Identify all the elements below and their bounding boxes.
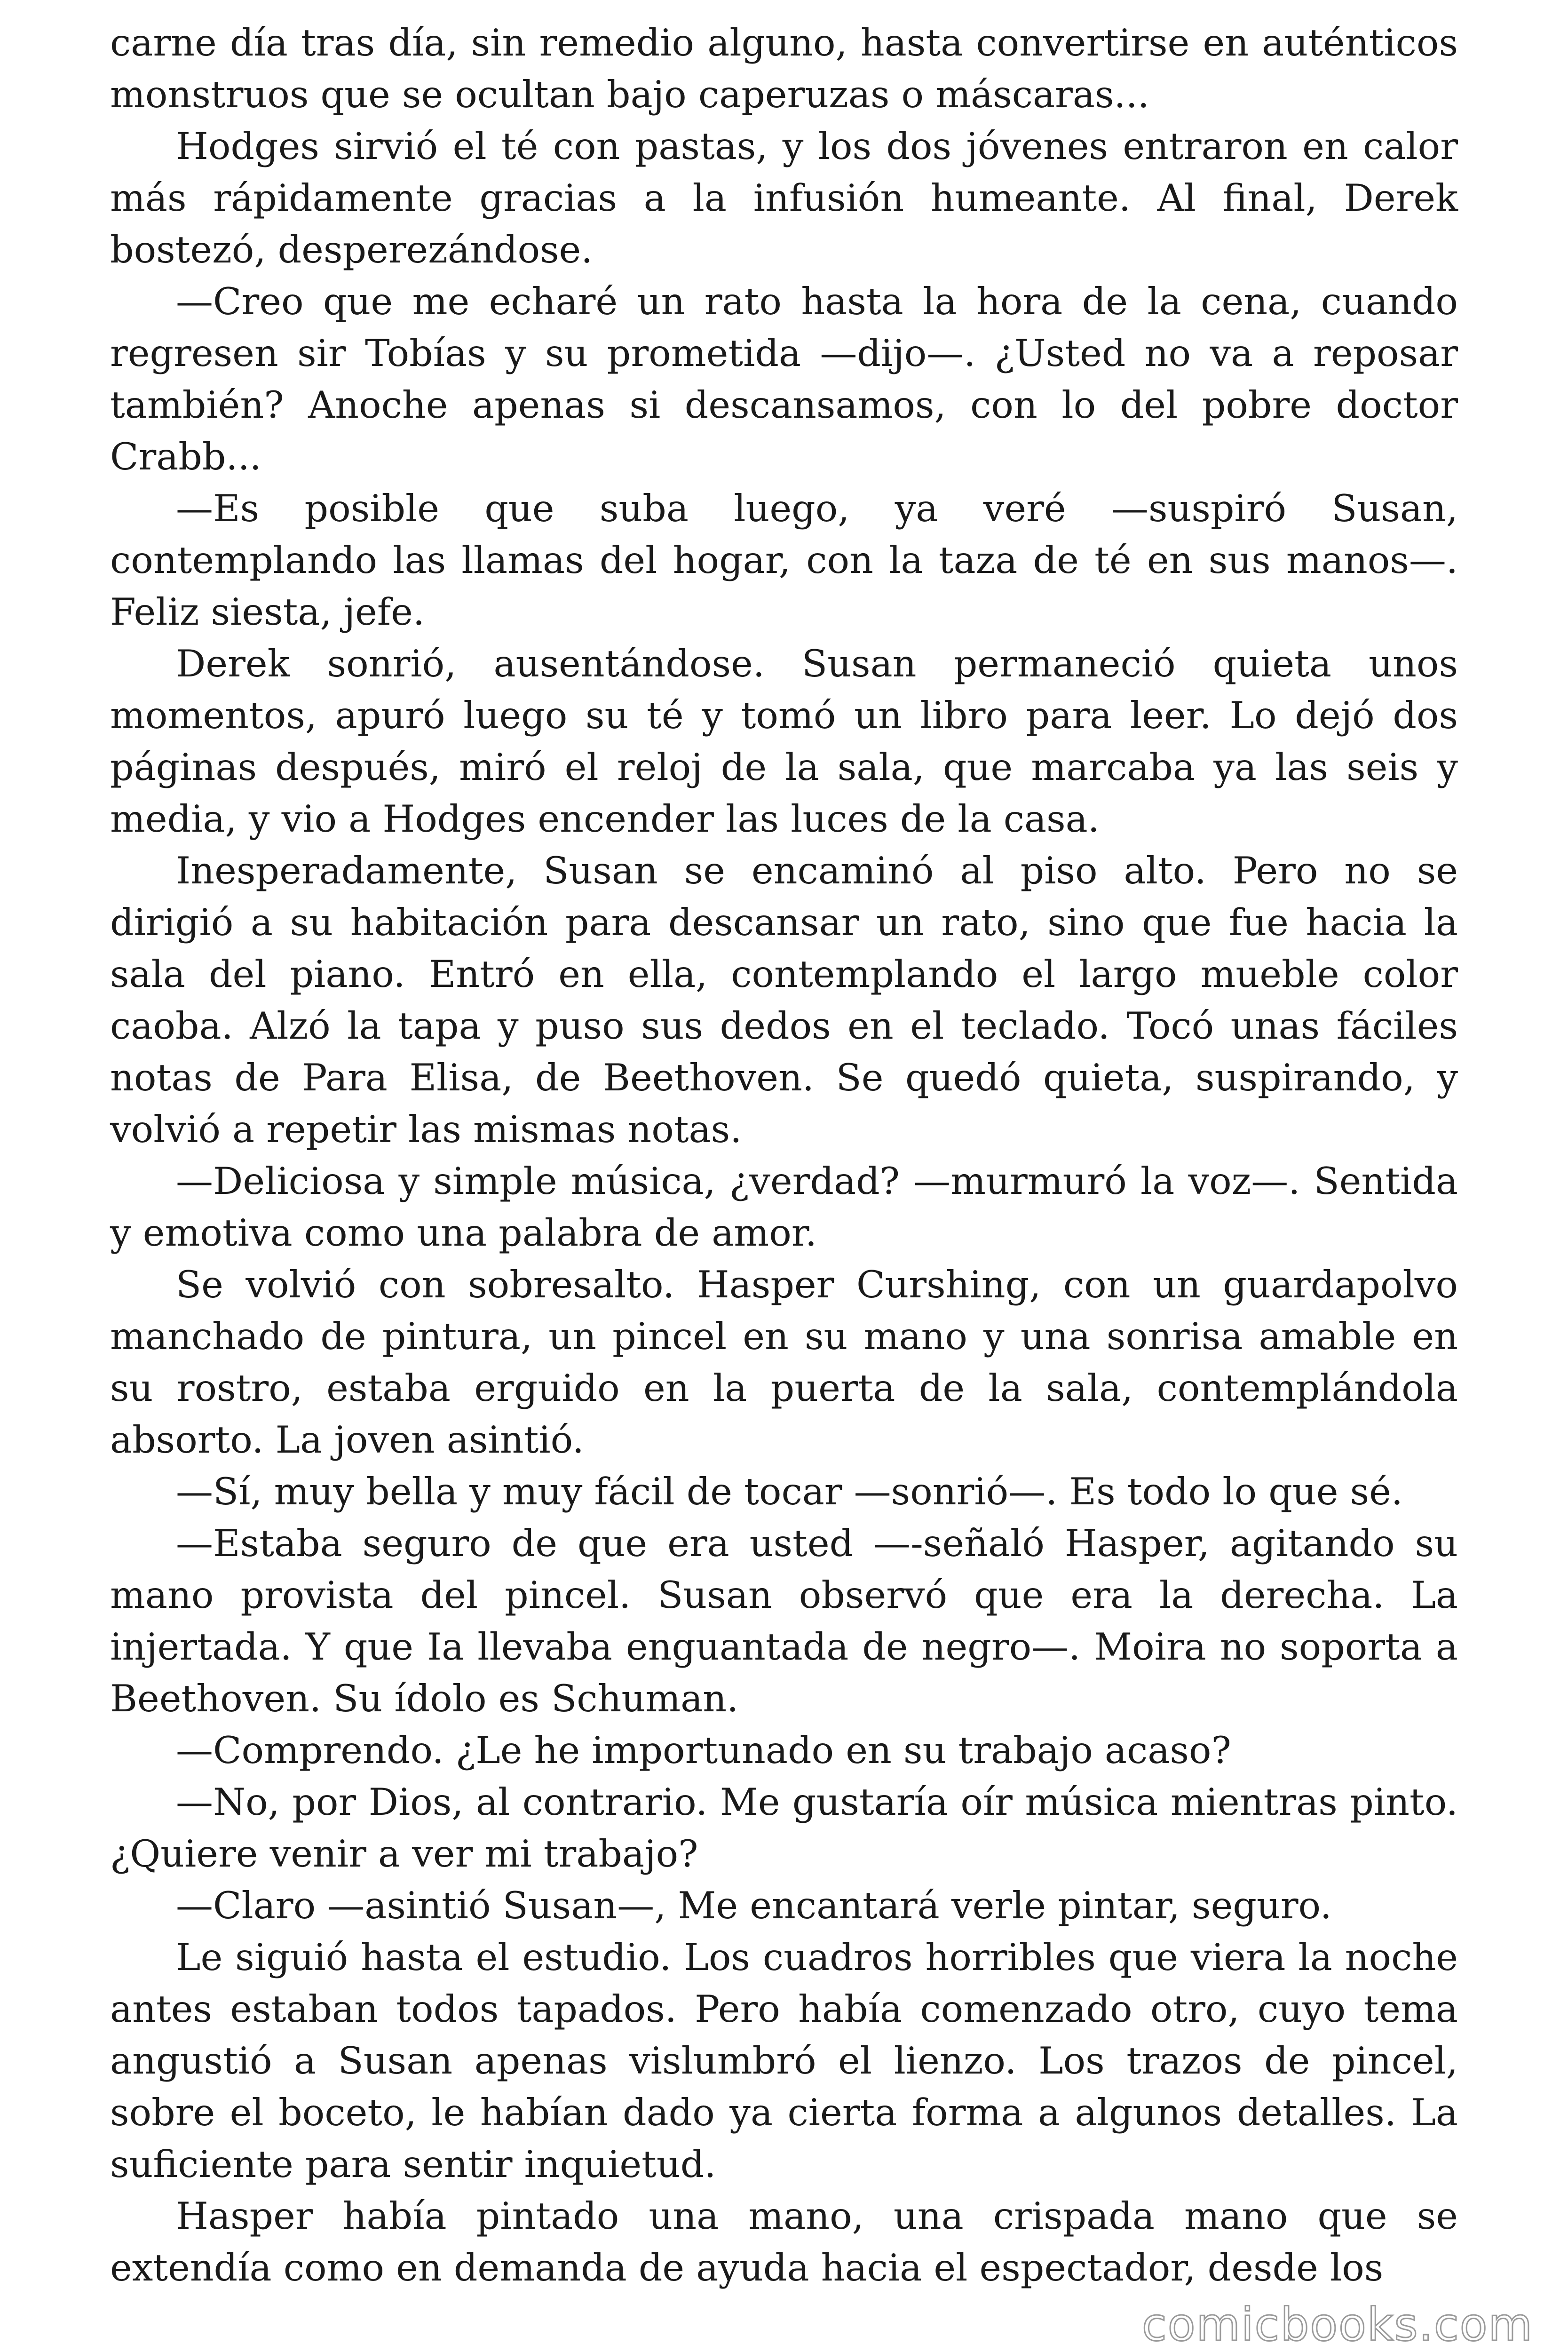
- watermark: comicbooks.com: [1141, 2298, 1533, 2351]
- paragraph: —Comprendo. ¿Le he importunado en su trabajo acaso?: [176, 1729, 1231, 1772]
- paragraph: —Sí, muy bella y muy fácil de tocar —sonrió—. Es todo lo que sé.: [176, 1470, 1403, 1513]
- paragraph: Derek sonrió, ausentándose. Susan permaneció quieta unos momentos, apuró luego su té y tomó un libro para leer. Lo dejó dos páginas después, miró el reloj de la sala, que marcaba ya las seis y media, y vio a Hodges encender las luces de la casa.: [110, 642, 1458, 841]
- paragraph: —No, por Dios, al contrario. Me gustaría oír música mientras pinto. ¿Quiere venir a ver mi trabajo?: [110, 1780, 1458, 1875]
- paragraph: Hasper había pintado una mano, una crispada mano que se extendía como en demanda de ayuda hacia el espectador, desde los: [110, 2194, 1458, 2289]
- paragraph-continuation: carne día tras día, sin remedio alguno, hasta convertirse en auténticos monstruos que se ocultan bajo caperuzas o máscaras...: [110, 21, 1458, 116]
- paragraph: —Estaba seguro de que era usted —-señaló Hasper, agitando su mano provista del pincel. Susan observó que era la derecha. La injertada. Y que Ia llevaba enguantada de negro—. Moira no soporta a Beethoven. Su ídolo es Schuman.: [110, 1522, 1458, 1720]
- paragraph: Inesperadamente, Susan se encaminó al piso alto. Pero no se dirigió a su habitación para descansar un rato, sino que fue hacia la sala del piano. Entró en ella, contemplando el largo mueble color caoba. Alzó la tapa y puso sus dedos en el teclado. Tocó unas fáciles notas de Para Elisa, de Beethoven. Se quedó quieta, suspirando, y volvió a repetir las mismas notas.: [110, 849, 1458, 1151]
- paragraph: —Claro —asintió Susan—, Me encantará verle pintar, seguro.: [176, 1884, 1332, 1927]
- paragraph: —Deliciosa y simple música, ¿verdad? —murmuró la voz—. Sentida y emotiva como una palabra de amor.: [110, 1160, 1458, 1255]
- paragraph: Le siguió hasta el estudio. Los cuadros horribles que viera la noche antes estaban todos tapados. Pero había comenzado otro, cuyo tema angustió a Susan apenas vislumbró el lienzo. Los trazos de pincel, sobre el boceto, le habían dado ya cierta forma a algunos detalles. La suficiente para sentir inquietud.: [110, 1936, 1458, 2186]
- paragraph: —Creo que me echaré un rato hasta la hora de la cena, cuando regresen sir Tobías y su prometida —dijo—. ¿Usted no va a reposar también? Anoche apenas si descansamos, con lo del pobre doctor Crabb...: [110, 280, 1458, 478]
- paragraph: Hodges sirvió el té con pastas, y los dos jóvenes entraron en calor más rápidamente gracias a la infusión humeante. Al final, Derek bostezó, desperezándose.: [110, 125, 1458, 271]
- paragraph: —Es posible que suba luego, ya veré —suspiró Susan, contemplando las llamas del hogar, con la taza de té en sus manos—. Feliz siesta, jefe.: [110, 487, 1458, 634]
- book-page-text: [110, 17, 1458, 2294]
- paragraph: Se volvió con sobresalto. Hasper Curshing, con un guardapolvo manchado de pintura, un pincel en su mano y una sonrisa amable en su rostro, estaba erguido en la puerta de la sala, contemplándola absorto. La joven asintió.: [110, 1263, 1458, 1462]
